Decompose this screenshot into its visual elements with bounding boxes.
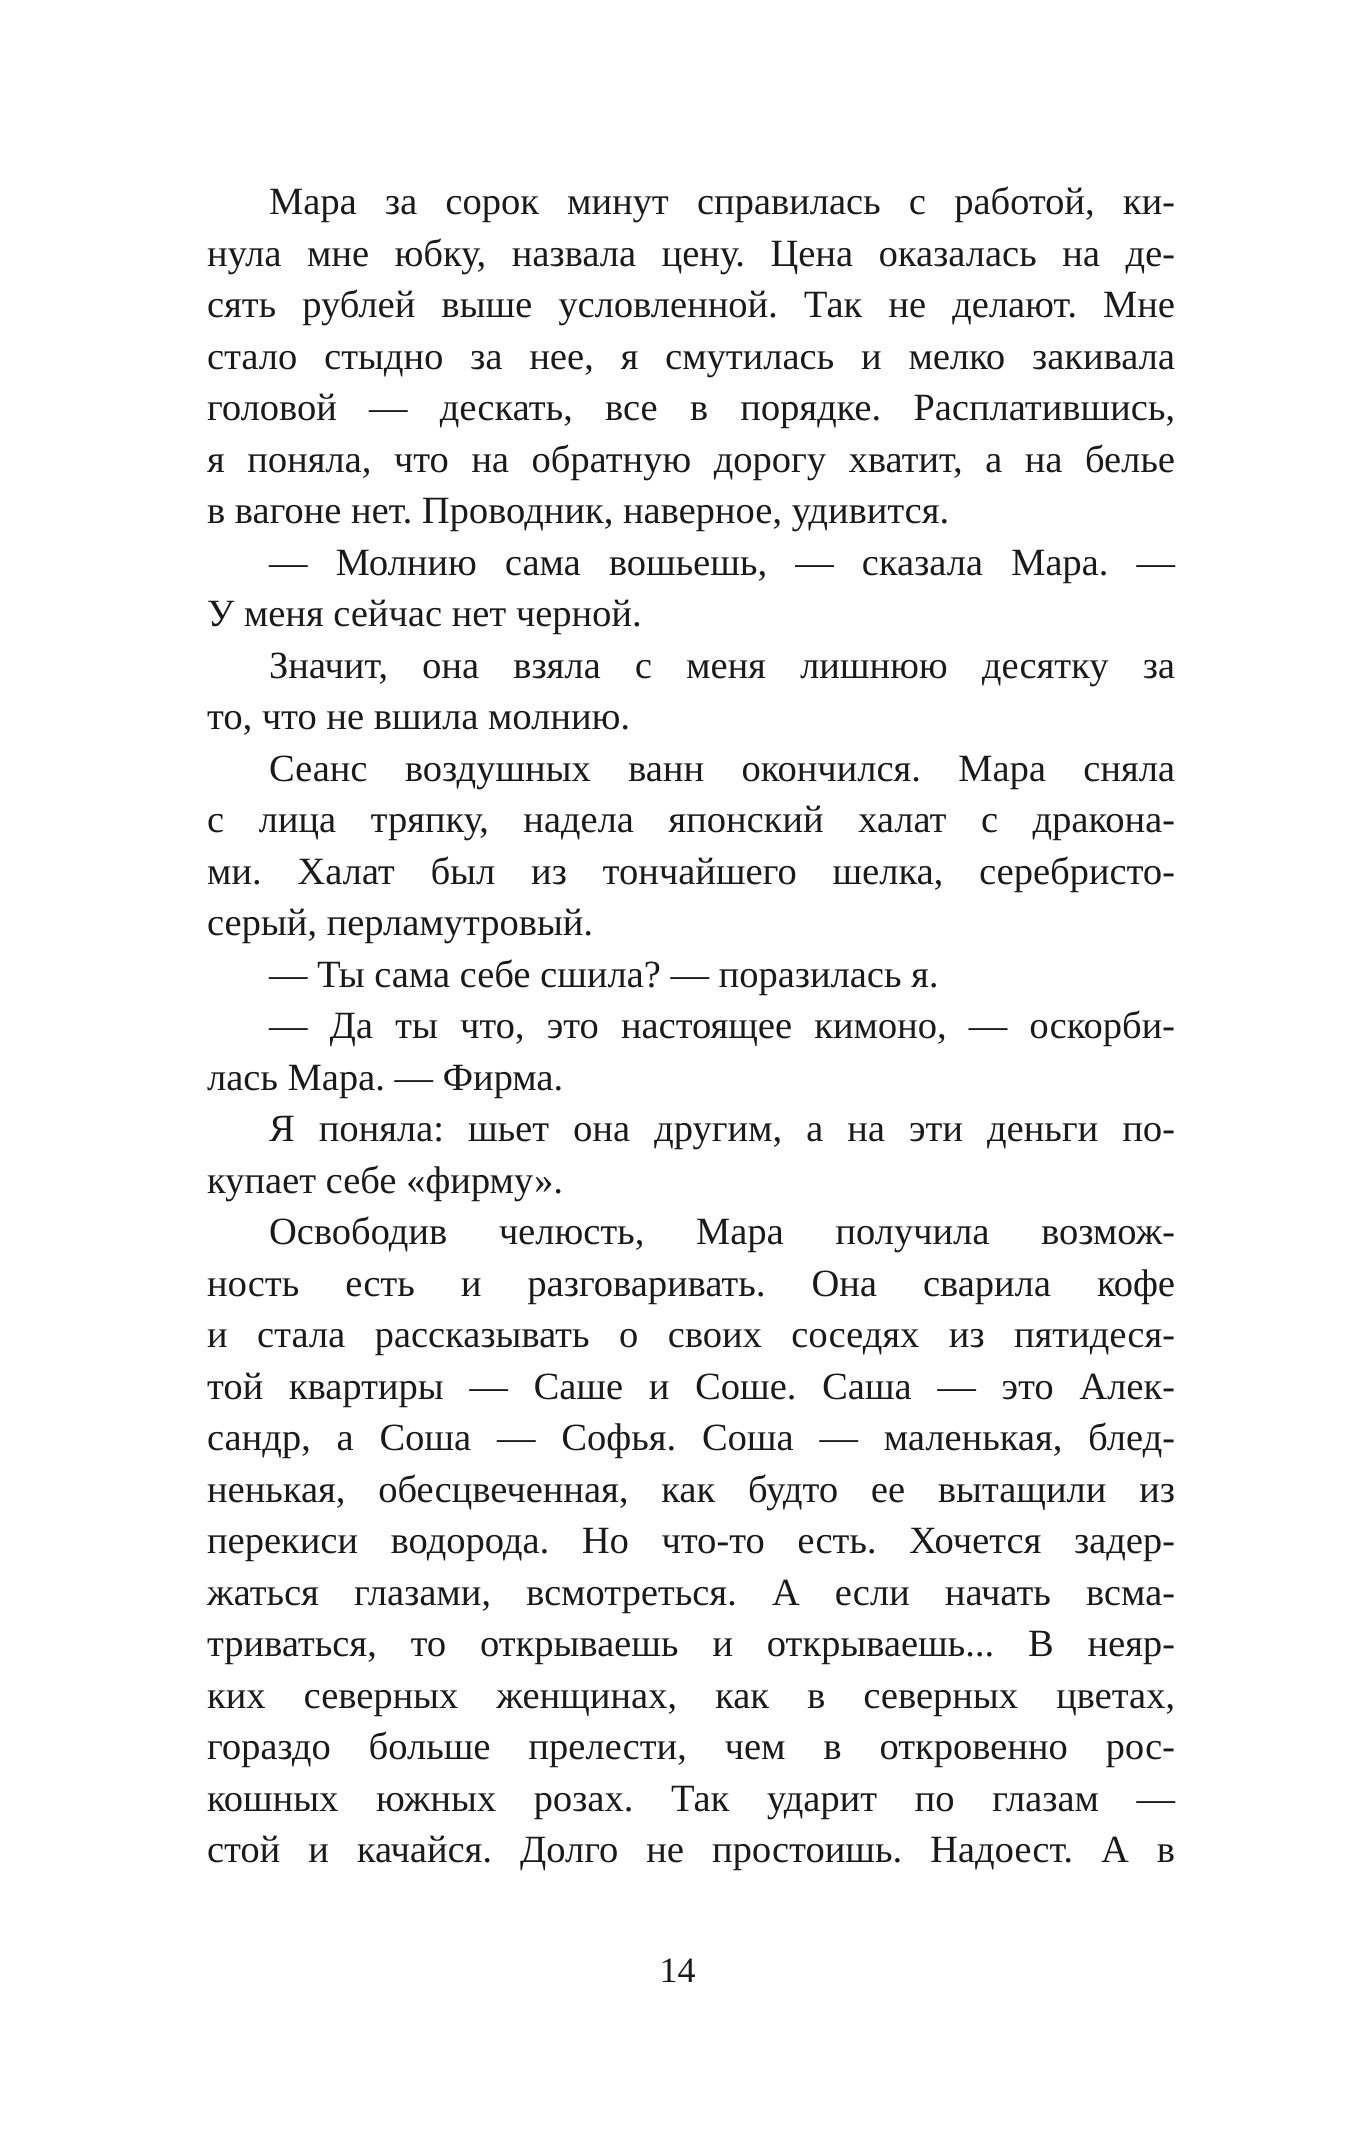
text-line: я поняла, что на обратную дорогу хватит, а на белье (207, 438, 1175, 481)
text-line: нула мне юбку, назвала цену. Цена оказалась на де- (207, 232, 1175, 275)
text-line: жаться глазами, всмотреться. А если начать всма- (207, 1571, 1175, 1614)
text-line: серый, перламутровый. (207, 902, 594, 944)
body-text (207, 177, 1175, 1877)
text-line: кошных южных розах. Так ударит по глазам — (207, 1777, 1175, 1820)
text-line: и стала рассказывать о своих соседях из пятидеся- (207, 1314, 1175, 1356)
text-line: перекиси водорода. Но что-то есть. Хочется задер- (207, 1520, 1175, 1562)
text-line: — Ты сама себе сшила? — поразилась я. (269, 953, 939, 996)
text-line: купает себе «фирму». (207, 1159, 563, 1202)
text-line: сять рублей выше условленной. Так не делают. Мне (207, 284, 1175, 326)
text-line: Мара за сорок минут справилась с работой, ки- (269, 181, 1175, 223)
text-line: стало стыдно за нее, я смутилась и мелко закивала (207, 335, 1175, 378)
text-line: гораздо больше прелести, чем в откровенно рос- (207, 1726, 1175, 1768)
text-line: — Молнию сама вошьешь, — сказала Мара. — (269, 541, 1175, 584)
text-line: той квартиры — Саше и Соше. Саша — это Алек- (207, 1365, 1175, 1408)
text-line: Я поняла: шьет она другим, а на эти деньги по- (269, 1108, 1175, 1150)
text-line: Сеанс воздушных ванн окончился. Мара сняла (269, 747, 1175, 790)
text-line: триваться, то открываешь и открываешь... В неяр- (207, 1623, 1175, 1665)
text-line: сандр, а Соша — Софья. Соша — маленькая, блед- (207, 1417, 1175, 1459)
text-line: стой и качайся. Долго не простоишь. Надоест. А в (207, 1829, 1175, 1871)
text-line: Значит, она взяла с меня лишнюю десятку за (269, 644, 1175, 687)
text-line: — Да ты что, это настоящее кимоно, — оскорби- (269, 1005, 1175, 1047)
text-line: головой — дескать, все в порядке. Расплатившись, (207, 387, 1175, 429)
page-number: 14 (659, 1950, 696, 1990)
text-line: ких северных женщинах, как в северных цветах, (207, 1674, 1175, 1717)
text-line: с лица тряпку, надела японский халат с дракона- (207, 799, 1175, 841)
text-line: У меня сейчас нет черной. (207, 593, 642, 635)
text-line: ненькая, обесцвеченная, как будто ее вытащили из (207, 1468, 1175, 1511)
text-line: лась Мара. — Фирма. (207, 1056, 564, 1099)
text-line: то, что не вшила молнию. (207, 696, 630, 738)
text-line: ность есть и разговаривать. Она сварила кофе (207, 1262, 1175, 1305)
text-line: в вагоне нет. Проводник, наверное, удивится. (207, 490, 950, 532)
text-line: ми. Халат был из тончайшего шелка, серебристо- (207, 850, 1175, 893)
text-line: Освободив челюсть, Мара получила возмож- (269, 1211, 1175, 1253)
